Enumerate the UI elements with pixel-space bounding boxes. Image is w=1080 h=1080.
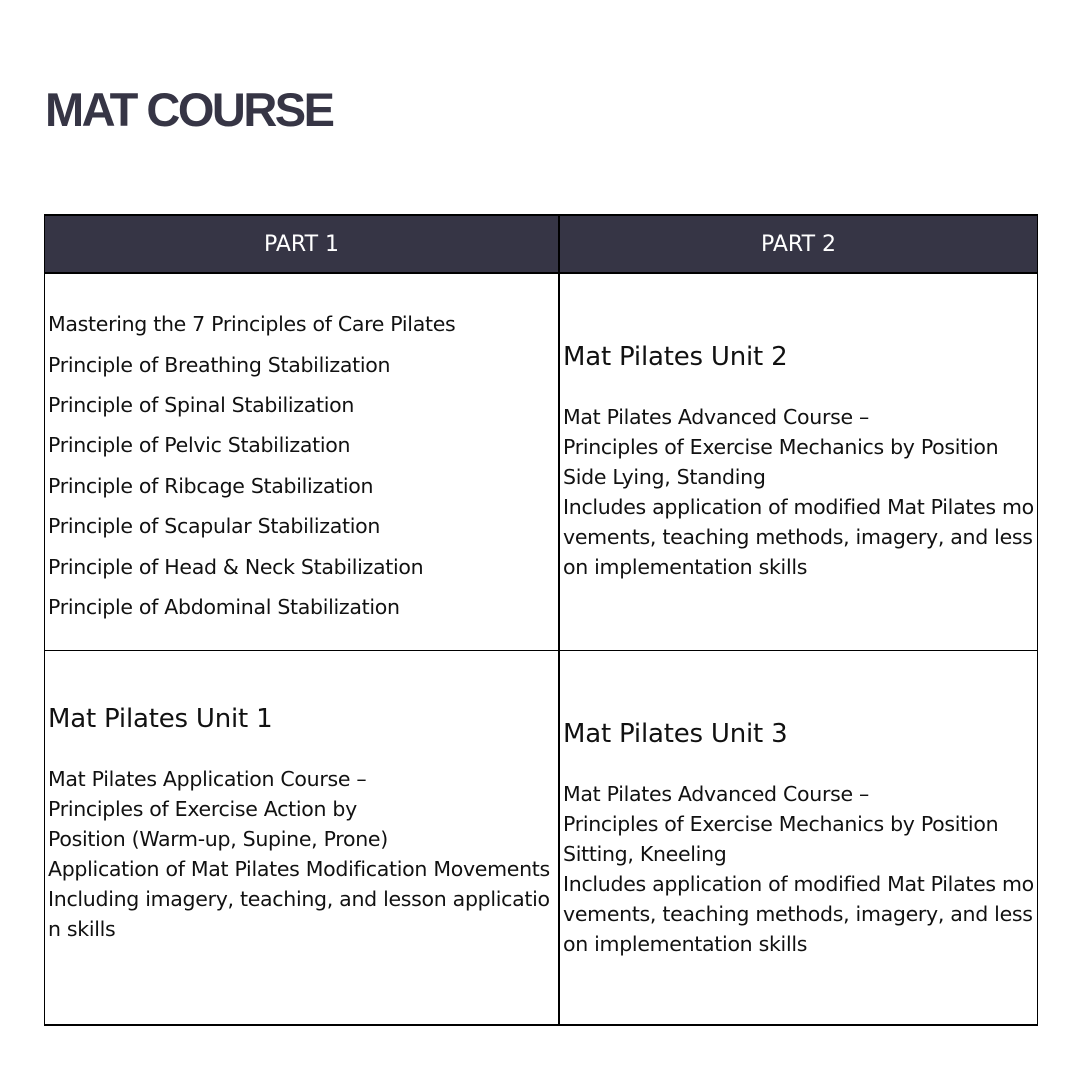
principles-cell [45, 273, 560, 650]
unit-1-description [48, 764, 556, 944]
course-table [44, 214, 1038, 1026]
unit-1-cell [45, 650, 560, 1025]
list-item: Principle of Scapular Stabilization [48, 514, 381, 539]
list-item: Principle of Head & Neck Stabilization [48, 554, 424, 579]
unit-2-cell [559, 273, 1038, 650]
list-item: Principle of Ribcage Stabilization [48, 473, 374, 498]
description-line: Sitting, Kneeling [563, 841, 727, 866]
description-line: Principles of Exercise Mechanics by Position [563, 811, 999, 836]
description-line: Principles of Exercise Action by [48, 796, 357, 821]
unit-3-description [563, 779, 1035, 959]
list-item: Principle of Breathing Stabilization [48, 352, 391, 377]
unit-1-title: Mat Pilates Unit 1 [48, 703, 273, 734]
description-line: Mat Pilates Advanced Course – [563, 405, 869, 429]
list-item: Principle of Spinal Stabilization [48, 392, 355, 417]
description-line: Application of Mat Pilates Modification Movements [48, 856, 550, 881]
unit-2-title: Mat Pilates Unit 2 [563, 342, 788, 372]
principles-list [48, 304, 556, 627]
header-part-2: PART 2 [559, 215, 1038, 273]
list-item: Principle of Abdominal Stabilization [48, 594, 400, 619]
page-title: MAT COURSE [45, 83, 333, 136]
list-item: Principle of Pelvic Stabilization [48, 433, 351, 458]
list-item: Mastering the 7 Principles of Care Pilates [48, 312, 456, 337]
description-line: Includes application of modified Mat Pilates movements, teaching methods, imagery, and lesson implementation skills [563, 495, 1034, 579]
table-row [45, 650, 1038, 1025]
description-line: Mat Pilates Application Course – [48, 766, 367, 791]
table-header-row [45, 215, 1038, 273]
header-part-1: PART 1 [45, 215, 560, 273]
description-line: Mat Pilates Advanced Course – [563, 781, 869, 806]
description-line: Side Lying, Standing [563, 465, 766, 489]
description-line: Including imagery, teaching, and lesson application skills [48, 886, 550, 941]
description-line: Position (Warm-up, Supine, Prone) [48, 826, 388, 851]
table-row [45, 273, 1038, 650]
unit-3-cell [559, 650, 1038, 1025]
unit-3-title: Mat Pilates Unit 3 [563, 718, 788, 749]
description-line: Principles of Exercise Mechanics by Position [563, 435, 999, 459]
unit-2-description [563, 402, 1035, 582]
description-line: Includes application of modified Mat Pilates movements, teaching methods, imagery, and lesson implementation skills [563, 871, 1034, 956]
